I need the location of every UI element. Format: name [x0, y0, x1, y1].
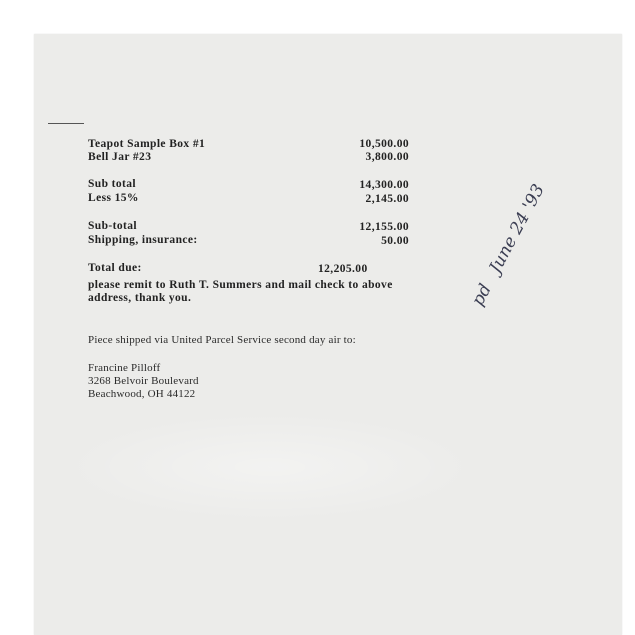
discount-amount: 2,145.00 — [365, 193, 409, 205]
address-city: Beachwood, OH 44122 — [88, 388, 196, 400]
item-label: Teapot Sample Box #1 — [88, 138, 206, 150]
bleed-through-text — [60, 412, 480, 522]
item-label: Bell Jar #23 — [88, 151, 152, 163]
margin-dash — [48, 123, 84, 124]
subtotal-label: Sub total — [88, 178, 137, 190]
shipped-note: Piece shipped via United Parcel Service second day air to: — [88, 334, 356, 346]
handwritten-line-2: June 24 '93 — [485, 181, 549, 277]
remit-line-1: please remit to Ruth T. Summers and mail check to above — [88, 279, 393, 291]
address-street: 3268 Belvoir Boulevard — [88, 375, 199, 387]
subtotal-amount: 14,300.00 — [359, 179, 409, 191]
shipping-amount: 50.00 — [381, 235, 409, 247]
discount-label: Less 15% — [88, 192, 139, 204]
address-name: Francine Pilloff — [88, 362, 161, 374]
handwritten-line-1: pd — [468, 280, 496, 310]
remit-line-2: address, thank you. — [88, 292, 192, 304]
item-amount: 3,800.00 — [365, 151, 409, 163]
shipping-label: Shipping, insurance: — [88, 234, 198, 246]
total-label: Total due: — [88, 262, 142, 274]
item-amount: 10,500.00 — [359, 138, 409, 150]
subtotal2-label: Sub-total — [88, 220, 137, 232]
total-amount: 12,205.00 — [318, 263, 368, 275]
subtotal2-amount: 12,155.00 — [359, 221, 409, 233]
